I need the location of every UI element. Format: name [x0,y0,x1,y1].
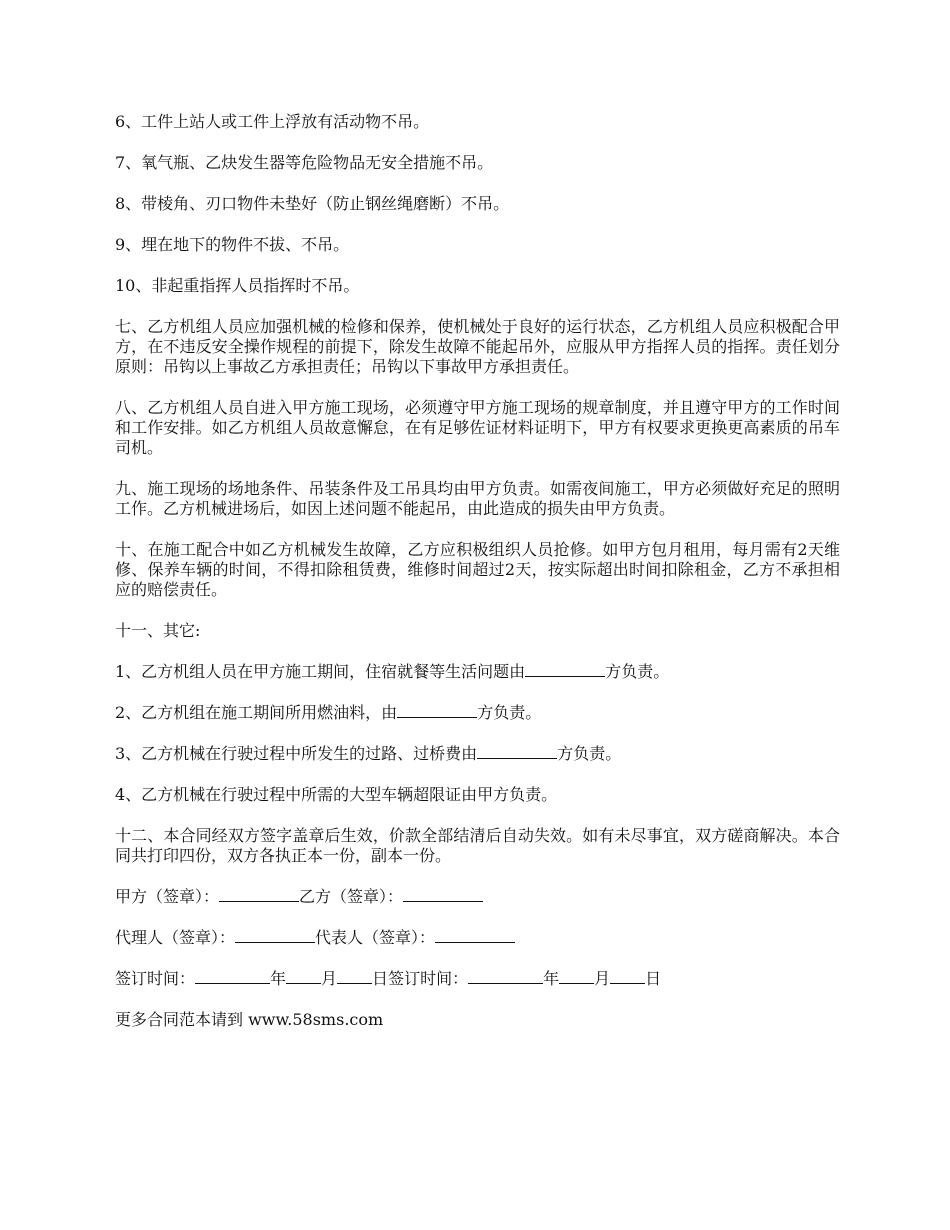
signature-line-agents [115,928,840,948]
sign-time-label: 签订时间： [115,969,196,988]
signature-line-parties [115,887,840,907]
other-item-2-text: 2、乙方机组在施工期间所用燃油料，由 [115,703,398,722]
blank-line [397,703,477,718]
other-item-3-suffix: 方负责。 [557,744,622,763]
section-7: 七、乙方机组人员应加强机械的检修和保养，使机械处于良好的运行状态，乙方机组人员应积极配合甲方，在不违反安全操作规程的前提下，除发生故障不能起吊外，应服从甲方指挥人员的指挥。责任划分原则：吊钩以上事故乙方承担责任；吊钩以下事故甲方承担责任。 [115,317,840,376]
other-item-2-suffix: 方负责。 [477,703,542,722]
other-item-1-suffix: 方负责。 [605,662,670,681]
clause-6: 6、工件上站人或工件上浮放有活动物不吊。 [115,112,430,131]
day-label-2: 日 [645,969,662,988]
blank-line [235,928,315,943]
other-item-1 [115,662,840,682]
contract-body [115,112,840,1051]
section-10: 十、在施工配合中如乙方机械发生故障，乙方应积极组织人员抢修。如甲方包月租用，每月需有2天维修、保养车辆的时间，不得扣除租赁费，维修时间超过2天，按实际超出时间扣除租金，乙方不承担相应的赔偿责任。 [115,540,840,599]
signature-line-dates [115,969,840,989]
other-item-2 [115,703,840,723]
clause-9: 9、埋在地下的物件不拔、不吊。 [115,235,350,254]
blank-line [525,662,605,677]
blank-line [468,969,543,984]
month-label: 月 [321,969,338,988]
party-b-label: 乙方（签章）： [299,887,404,906]
blank-line [286,969,321,984]
party-a-label: 甲方（签章）： [115,887,220,906]
section-9: 九、施工现场的场地条件、吊装条件及工吊具均由甲方负责。如需夜间施工，甲方必须做好充足的照明工作。乙方机械进场后，如因上述问题不能起吊，由此造成的损失由甲方负责。 [115,479,840,518]
clause-10: 10、非起重指挥人员指挥时不吊。 [115,276,360,295]
blank-line [337,969,372,984]
blank-line [403,887,483,902]
blank-line [559,969,594,984]
section-12: 十二、本合同经双方签字盖章后生效，价款全部结清后自动失效。如有未尽事宜，双方磋商解决。本合同共打印四份，双方各执正本一份，副本一份。 [115,826,840,865]
section-11-title: 十一、其它: [115,621,201,640]
blank-line [610,969,645,984]
blank-line [219,887,299,902]
sign-time-label-2: 签订时间： [388,969,469,988]
other-item-4: 4、乙方机械在行驶过程中所需的大型车辆超限证由甲方负责。 [115,785,558,804]
clause-8: 8、带棱角、刃口物件未垫好（防止钢丝绳磨断）不吊。 [115,194,510,213]
rep-label: 代表人（签章）： [315,928,436,947]
clause-7: 7、氧气瓶、乙炔发生器等危险物品无安全措施不吊。 [115,153,494,172]
footer-note: 更多合同范本请到 www.58sms.com [115,1010,384,1029]
other-item-1-text: 1、乙方机组人员在甲方施工期间，住宿就餐等生活问题由 [115,662,526,681]
blank-line [195,969,270,984]
section-8: 八、乙方机组人员自进入甲方施工现场，必须遵守甲方施工现场的规章制度，并且遵守甲方的工作时间和工作安排。如乙方机组人员故意懈怠，在有足够佐证材料证明下，甲方有权要求更换更高素质的吊车司机。 [115,398,840,457]
month-label-2: 月 [594,969,611,988]
other-item-3 [115,744,840,764]
year-label: 年 [270,969,287,988]
day-label: 日 [372,969,389,988]
blank-line [435,928,515,943]
agent-label: 代理人（签章）： [115,928,236,947]
blank-line [477,744,557,759]
other-item-3-text: 3、乙方机械在行驶过程中所发生的过路、过桥费由 [115,744,478,763]
year-label-2: 年 [543,969,560,988]
